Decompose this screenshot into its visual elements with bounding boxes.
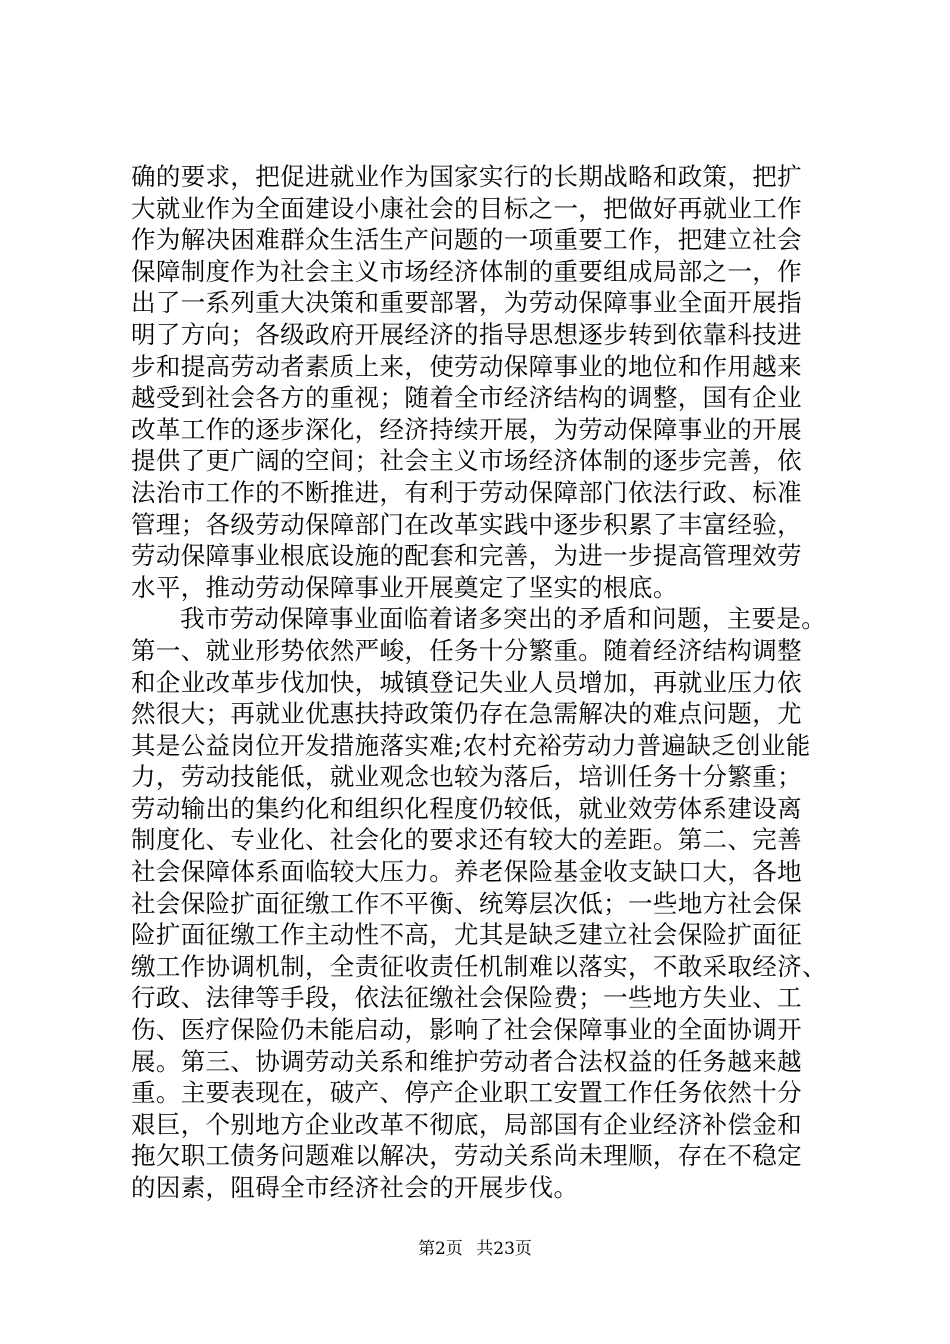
text-line: 社会保障体系面临较大压力。养老保险基金收支缺口大，各地 — [131, 857, 802, 887]
text-line: 社会保险扩面征缴工作不平衡、统筹层次低；一些地方社会保 — [131, 888, 802, 918]
text-line: 其是公益岗位开发措施落实难;农村充裕劳动力普遍缺乏创业能 — [131, 730, 811, 760]
text-line: 伤、医疗保险仍未能启动，影响了社会保障事业的全面协调开 — [131, 1015, 802, 1045]
text-line: 艰巨，个别地方企业改革不彻底，局部国有企业经济补偿金和 — [131, 1109, 802, 1139]
text-line: 拖欠职工债务问题难以解决，劳动关系尚未理顺，存在不稳定 — [131, 1141, 802, 1171]
text-line: 第一、就业形势依然严峻，任务十分繁重。随着经济结构调整 — [131, 635, 802, 665]
text-line: 明了方向；各级政府开展经济的指导思想逐步转到依靠科技进 — [131, 319, 802, 349]
text-line: 作为解决困难群众生活生产问题的一项重要工作，把建立社会 — [131, 225, 802, 255]
text-line: 重。主要表现在，破产、停产企业职工安置工作任务依然十分 — [131, 1078, 802, 1108]
text-line: 大就业作为全面建设小康社会的目标之一，把做好再就业工作 — [131, 193, 802, 223]
text-line: 劳动保障事业根底设施的配套和完善，为进一步提高管理效劳 — [131, 541, 802, 571]
text-line: 确的要求，把促进就业作为国家实行的长期战略和政策，把扩 — [131, 162, 802, 191]
text-line: 行政、法律等手段，依法征缴社会保险费；一些地方失业、工 — [131, 983, 802, 1013]
text-line: 出了一系列重大决策和重要部署，为劳动保障事业全面开展指 — [131, 288, 802, 318]
text-line: 展。第三、协调劳动关系和维护劳动者合法权益的任务越来越 — [131, 1046, 802, 1076]
text-line: 越受到社会各方的重视；随着全市经济结构的调整，国有企业 — [131, 383, 802, 413]
text-line: 法治市工作的不断推进，有利于劳动保障部门依法行政、标准 — [131, 477, 802, 507]
text-line: 我市劳动保障事业面临着诸多突出的矛盾和问题，主要是。 — [180, 604, 827, 634]
text-line: 力，劳动技能低，就业观念也较为落后，培训任务十分繁重； — [131, 762, 802, 792]
page-footer — [0, 1238, 950, 1260]
text-line: 制度化、专业化、社会化的要求还有较大的差距。第二、完善 — [131, 825, 802, 855]
text-line: 管理；各级劳动保障部门在改革实践中逐步积累了丰富经验， — [131, 509, 802, 539]
page-total: 共23页 — [476, 1239, 532, 1259]
text-line: 和企业改革步伐加快，城镇登记失业人员增加，再就业压力依 — [131, 667, 802, 697]
text-line: 的因素，阻碍全市经济社会的开展步伐。 — [131, 1173, 579, 1202]
text-line: 险扩面征缴工作主动性不高，尤其是缺乏建立社会保险扩面征 — [131, 920, 802, 950]
text-line: 然很大；再就业优惠扶持政策仍存在急需解决的难点问题，尤 — [131, 699, 802, 729]
text-line: 劳动输出的集约化和组织化程度仍较低，就业效劳体系建设离 — [131, 793, 802, 823]
text-line: 提供了更广阔的空间；社会主义市场经济体制的逐步完善，依 — [131, 446, 802, 476]
page-number: 第2页 — [418, 1239, 463, 1259]
text-line: 步和提高劳动者素质上来，使劳动保障事业的地位和作用越来 — [131, 351, 802, 381]
text-line: 缴工作协调机制，全责征收责任机制难以落实，不敢采取经济、 — [131, 951, 827, 981]
text-line: 改革工作的逐步深化，经济持续开展，为劳动保障事业的开展 — [131, 414, 802, 444]
document-body — [131, 161, 831, 1204]
text-line: 保障制度作为社会主义市场经济体制的重要组成局部之一，作 — [131, 256, 802, 286]
text-line: 水平，推动劳动保障事业开展奠定了坚实的根底。 — [131, 572, 678, 602]
